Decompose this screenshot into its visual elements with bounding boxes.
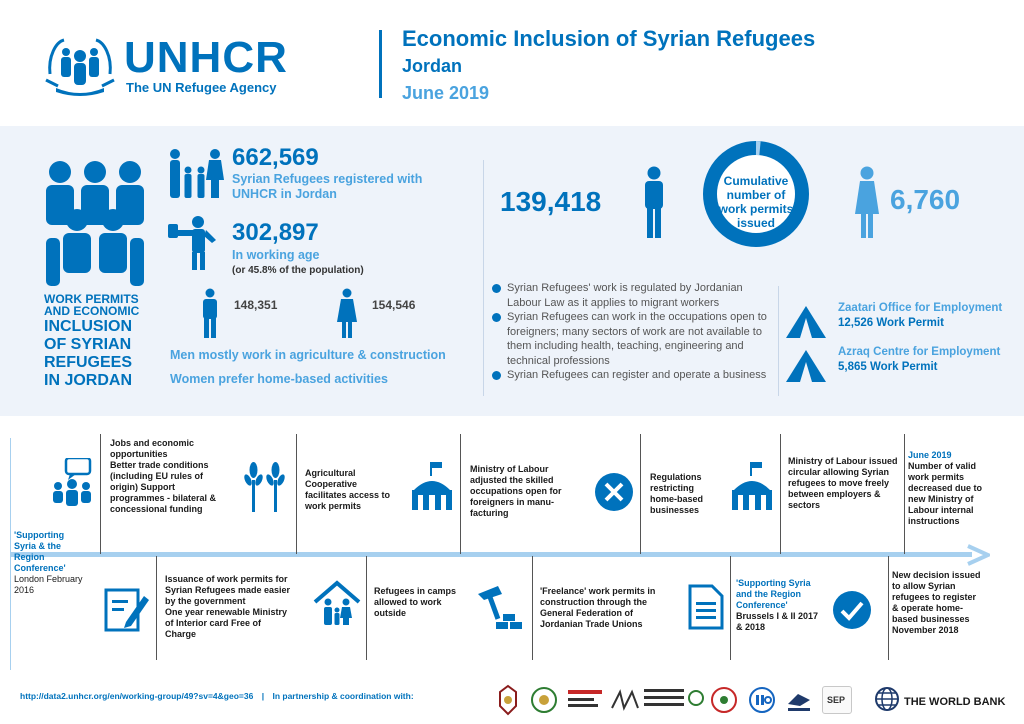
ilo-logo-icon: [748, 686, 776, 714]
footer-link[interactable]: http://data2.unhcr.org/en/working-group/49?sv=4&geo=36: [20, 691, 254, 701]
man-permits-icon: [642, 166, 666, 238]
logo-name: UNHCR: [124, 33, 288, 82]
men-sector-note: Men mostly work in agriculture & construction: [170, 348, 446, 362]
office-name: Azraq Centre for Employment: [838, 346, 1001, 358]
unhcr-logo: [44, 34, 314, 98]
event-title: Ministry of Labour adjusted the skilled occupations open for foreigners in manu-facturing: [470, 464, 562, 518]
partner-logo-icon: [568, 688, 602, 714]
bullet-item: [492, 281, 774, 310]
office-value: 12,526 Work Permit: [838, 317, 944, 329]
partner-brush-logo-icon: [610, 688, 640, 714]
timeline-start-event: [14, 530, 84, 596]
logo-subtitle: The UN Refugee Agency: [126, 80, 277, 95]
timeline-tick: [532, 556, 533, 660]
women-permits-value: 6,760: [890, 184, 961, 215]
footer-partnership: In partnership & coordination with:: [272, 691, 414, 701]
page-title: Economic Inclusion of Syrian Refugees: [402, 26, 816, 51]
check-circle-icon: [832, 590, 872, 630]
timeline-tick: [780, 434, 781, 554]
woman-icon: [336, 288, 358, 338]
timeline-event: [374, 586, 464, 619]
house-family-icon: [312, 580, 362, 626]
sep-logo: [822, 686, 852, 714]
timeline-tick: [888, 556, 889, 660]
timeline-tick: [366, 556, 367, 660]
close-circle-icon: [594, 472, 634, 512]
header-divider: [379, 30, 382, 98]
side-title-line5: REFUGEES: [44, 354, 133, 371]
jordan-emblem-icon: [496, 684, 520, 716]
side-title-line4: OF SYRIAN: [44, 336, 132, 353]
worker-hammer-icon: [168, 214, 218, 270]
timeline-tick: [100, 434, 101, 554]
event-title: Jobs and economic opportunities: [110, 438, 195, 459]
timeline-tick: [640, 434, 641, 554]
timeline-event: [540, 586, 666, 630]
construction-hammer-icon: [476, 584, 526, 634]
event-title: Ministry of Labour issued circular allowing Syrian refugees to move freely between employers & sectors: [788, 456, 898, 510]
working-age-label: In working age: [232, 248, 320, 262]
bullet-item: [492, 310, 774, 368]
bullet-dot-icon: [492, 284, 501, 293]
office-zaatari: [786, 302, 1016, 342]
office-azraq: [786, 346, 1016, 386]
man-icon: [200, 288, 220, 338]
eu-star-logo-icon: [710, 686, 738, 714]
people-group-icon: [40, 158, 150, 288]
regulation-bullets: [492, 281, 774, 383]
unhcr-emblem-icon: [44, 34, 116, 96]
event-highlight: 'Supporting Syria & the Region Conference': [14, 530, 66, 573]
wheat-icon: [244, 462, 288, 512]
timeline-tick: [156, 556, 157, 660]
event-title: Issuance of work permits for Syrian Refugees made easier by the government: [165, 574, 291, 606]
timeline-event: [788, 456, 898, 511]
office-value: 5,865 Work Permit: [838, 361, 938, 373]
sep-logo-text: SEP: [827, 695, 846, 705]
ministry-emblem-icon: [530, 684, 558, 716]
bullet-dot-icon: [492, 313, 501, 322]
event-title: Number of valid work permits decreased due to new Ministry of Labour internal instructions: [908, 461, 983, 526]
world-bank-text: THE WORLD BANK: [904, 696, 1006, 708]
office-name: Zaatari Office for Employment: [838, 302, 1003, 314]
event-title: Refugees in camps allowed to work outside: [374, 586, 457, 618]
working-age-value: 302,897: [232, 219, 319, 246]
partner-bird-logo-icon: [786, 686, 812, 714]
side-title-line6: IN JORDAN: [44, 372, 133, 389]
timeline-tick: [730, 556, 731, 660]
men-working-age-value: 148,351: [234, 298, 278, 312]
event-title: Agricultural Cooperative facilitates access to work permits: [305, 468, 391, 511]
page-date: June 2019: [402, 83, 490, 103]
tent-icon: [786, 350, 826, 382]
government-building-icon: [730, 462, 774, 510]
bullet-text: Syrian Refugees can register and operate a business: [507, 369, 767, 381]
timeline-tick: [904, 434, 905, 554]
bullet-text: Syrian Refugees can work in the occupations open to foreigners; many sectors of work are not available to them including health, teaching, engineering and technical professions: [507, 311, 767, 367]
timeline-event: [470, 464, 580, 519]
event-highlight: June 2019: [908, 450, 952, 460]
timeline-event: [110, 438, 228, 515]
event-title: Regulations restricting home-based businesses: [650, 472, 704, 515]
event-text: One year renewable Ministry of Interior card Free of Charge: [165, 607, 288, 639]
timeline-arrow-icon: [966, 544, 990, 566]
event-title: 'Freelance' work permits in construction through the General Federation of Jordanian Trade Unions: [540, 586, 656, 629]
footer-separator: |: [261, 691, 265, 701]
world-bank-globe-icon: [874, 684, 900, 714]
women-sector-note: Women prefer home-based activities: [170, 372, 388, 386]
men-permits-value: 139,418: [500, 186, 602, 217]
band-divider-offices: [778, 286, 779, 396]
side-title-line2: AND ECONOMIC: [44, 304, 140, 318]
working-age-note: (or 45.8% of the population): [232, 265, 364, 276]
event-highlight: 'Supporting Syria and the Region Conference': [736, 578, 811, 610]
woman-permits-icon: [854, 166, 880, 238]
timeline-event: [892, 570, 982, 636]
band-divider: [483, 160, 484, 396]
women-working-age-value: 154,546: [372, 298, 416, 312]
footer: [20, 691, 414, 701]
family-icon: [166, 148, 224, 200]
registered-value: 662,569: [232, 144, 319, 171]
speech-group-icon: [50, 458, 96, 508]
document-icon: [688, 584, 724, 630]
bullet-item: [492, 368, 774, 383]
government-building-icon: [410, 462, 454, 510]
document-edit-icon: [104, 586, 150, 632]
event-text: Better trade conditions (including EU rules of origin) Support programmes - bilateral & concessional funding: [110, 460, 217, 514]
bullet-dot-icon: [492, 371, 501, 380]
timeline: [0, 420, 1024, 690]
registered-label: Syrian Refugees registered with UNHCR in Jordan: [232, 172, 423, 201]
event-title: New decision issued to allow Syrian refugees to register & operate home-based businesses: [892, 570, 981, 624]
italian-cooperation-logo-icon: [644, 686, 704, 714]
side-title-line3: INCLUSION: [44, 318, 132, 335]
permits-ring-label: Cumulative number of work permits issued: [718, 174, 794, 230]
side-title-line1: WORK PERMITS: [44, 292, 139, 306]
timeline-event: [908, 450, 998, 527]
timeline-event: [650, 472, 720, 516]
timeline-event: [165, 574, 291, 640]
event-text: London February 2016: [14, 574, 83, 595]
tent-icon: [786, 306, 826, 338]
timeline-tick: [460, 434, 461, 554]
timeline-axis: [10, 552, 972, 557]
timeline-event: [305, 468, 395, 512]
event-title: Brussels I & II 2017 & 2018: [736, 611, 819, 632]
page-subtitle: Jordan: [402, 56, 463, 76]
timeline-event: [736, 578, 826, 633]
timeline-tick: [296, 434, 297, 554]
bullet-text: Syrian Refugees' work is regulated by Jordanian Labour Law as it applies to migrant workers: [507, 282, 743, 309]
event-text: November 2018: [892, 625, 959, 635]
side-title: [44, 293, 154, 389]
